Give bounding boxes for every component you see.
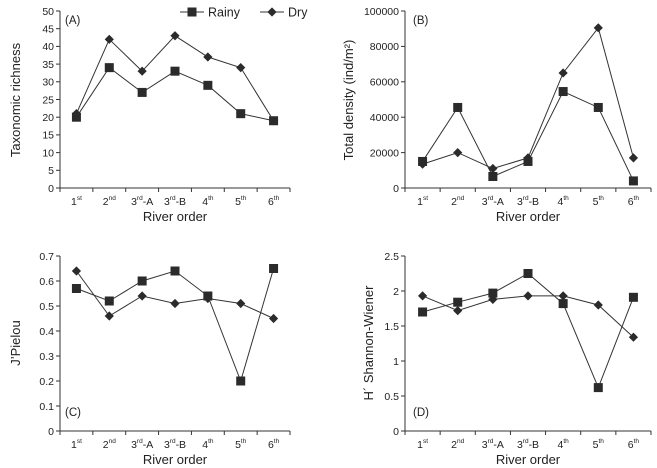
x-tick-label-base: 2 <box>102 196 109 208</box>
y-tick-label: 60000 <box>369 76 399 89</box>
x-tick-label-sup: rd <box>169 438 176 445</box>
chart-panels <box>8 6 651 467</box>
data-point-diamond <box>269 314 278 323</box>
x-tick-label-suffix: -B <box>528 439 540 451</box>
legend-marker-square <box>188 8 197 17</box>
x-tick-label <box>417 438 428 451</box>
x-tick-label-sup: rd <box>136 438 143 445</box>
y-tick-label: 0.1 <box>39 400 54 413</box>
y-tick-label: 10 <box>42 147 54 160</box>
x-tick-label-base: 1 <box>417 196 423 208</box>
y-tick-label: 0.5 <box>39 300 54 313</box>
x-tick-label-sup: nd <box>108 438 116 445</box>
x-tick-label <box>451 195 464 208</box>
x-tick-label <box>558 195 570 208</box>
x-tick-label-sup: th <box>273 195 280 202</box>
x-tick-label <box>103 438 116 451</box>
data-point-square <box>236 109 245 118</box>
series-line-dry <box>76 36 273 121</box>
data-point-square <box>203 81 212 90</box>
x-tick-label-base: 1 <box>70 196 77 208</box>
x-tick-label-sup: th <box>563 438 569 445</box>
x-tick-label <box>71 195 82 208</box>
y-tick-label: 50 <box>42 5 54 18</box>
data-point-diamond <box>72 266 81 275</box>
series-line-dry <box>423 28 634 169</box>
x-axis-label: River order <box>495 209 561 224</box>
x-tick-label <box>202 195 214 208</box>
y-tick-label: 40000 <box>369 112 399 124</box>
data-point-square <box>629 176 638 185</box>
y-tick-label: 15 <box>42 129 54 142</box>
y-tick-label: 20 <box>42 112 54 124</box>
y-tick-label: 45 <box>42 23 54 36</box>
data-point-square <box>105 63 114 72</box>
series-line-rainy <box>423 274 634 388</box>
x-tick-label-base: 3 <box>481 196 488 208</box>
data-point-diamond <box>418 291 427 300</box>
x-tick-label-sup: th <box>273 438 280 445</box>
x-tick-label-base: 2 <box>451 439 458 451</box>
panel-label: (A) <box>65 15 81 27</box>
series-rainy <box>72 63 278 125</box>
y-tick-label: 30 <box>42 76 54 89</box>
x-tick-label-base: 5 <box>235 439 241 451</box>
x-tick-label-base: 4 <box>202 439 209 451</box>
x-tick-label-suffix: -B <box>175 439 187 451</box>
legend <box>180 6 308 20</box>
legend-label: Rainy <box>208 5 240 20</box>
chart-panel-3 <box>8 251 290 467</box>
x-tick-label-base: 4 <box>202 196 209 208</box>
series-line-rainy <box>76 269 273 382</box>
chart-panel-1 <box>8 6 290 224</box>
y-axis-label: J’Pielou <box>8 320 23 366</box>
legend-entry-dry <box>260 6 308 20</box>
data-point-square <box>138 277 147 286</box>
x-tick-label-sup: st <box>76 195 82 202</box>
x-tick-label-suffix: -A <box>493 196 504 208</box>
x-tick-label-base: 5 <box>235 196 241 208</box>
chart-panel-2 <box>341 6 651 224</box>
x-tick-label <box>517 195 539 208</box>
x-tick-label-sup: th <box>208 438 214 445</box>
panel-label: (D) <box>413 407 429 419</box>
x-tick-label <box>71 438 82 451</box>
y-tick-label: 0.5 <box>384 390 399 403</box>
x-tick-label-sup: th <box>598 195 604 202</box>
x-tick-label-base: 5 <box>592 439 599 451</box>
x-tick-label <box>593 438 605 451</box>
y-tick-label: 35 <box>42 58 54 71</box>
data-point-square <box>105 297 114 306</box>
x-tick-label-base: 2 <box>451 196 458 208</box>
data-point-diamond <box>170 299 179 308</box>
data-point-diamond <box>236 63 245 72</box>
y-tick-label: 1.5 <box>384 320 399 333</box>
data-point-diamond <box>559 68 568 77</box>
x-tick-label-suffix: -A <box>142 439 154 451</box>
x-tick-label-sup: nd <box>457 195 465 202</box>
x-tick-label <box>131 195 153 208</box>
data-point-square <box>269 264 278 273</box>
x-tick-label-base: 1 <box>70 439 77 451</box>
data-point-diamond <box>453 148 462 157</box>
x-tick-label-base: 3 <box>131 439 137 451</box>
x-tick-label <box>558 438 570 451</box>
x-tick-label-base: 6 <box>267 439 274 451</box>
x-tick-label-base: 2 <box>102 439 109 451</box>
y-tick-label: 20000 <box>369 147 399 160</box>
series-rainy <box>418 269 638 392</box>
x-tick-label-sup: th <box>240 438 247 445</box>
x-tick-label-base: 3 <box>516 439 523 451</box>
x-tick-label-suffix: -B <box>528 196 540 208</box>
y-axis-label: H´ Shannon-Wiener <box>361 285 376 401</box>
x-tick-label-sup: rd <box>522 438 529 445</box>
x-tick-label <box>628 438 640 451</box>
data-point-diamond <box>594 23 603 32</box>
y-tick-label: 2.5 <box>384 250 399 263</box>
data-point-square <box>453 298 462 307</box>
x-tick-label-base: 3 <box>516 196 523 208</box>
x-tick-label-sup: nd <box>108 195 116 202</box>
panel-label: (C) <box>65 407 81 419</box>
x-tick-label <box>628 195 640 208</box>
data-point-square <box>418 308 427 317</box>
y-tick-label: 40 <box>42 41 54 54</box>
y-tick-label: 0 <box>393 425 399 438</box>
data-point-diamond <box>523 291 532 300</box>
y-tick-label: 25 <box>42 94 54 107</box>
x-tick-label-base: 4 <box>557 439 564 451</box>
x-tick-label-sup: th <box>240 195 247 202</box>
data-point-diamond <box>236 299 245 308</box>
y-tick-label: 0 <box>48 425 54 438</box>
x-tick-label <box>451 438 464 451</box>
x-tick-label <box>268 195 280 208</box>
series-dry <box>418 23 638 173</box>
data-point-diamond <box>453 306 462 315</box>
x-tick-label-sup: nd <box>457 438 465 445</box>
x-tick-label-base: 5 <box>592 196 599 208</box>
x-tick-label-sup: st <box>422 438 429 445</box>
y-axis-label: Total density (ind/m²) <box>341 39 356 161</box>
chart-panel-4 <box>361 251 651 467</box>
x-tick-label <box>235 438 247 451</box>
x-tick-label-sup: th <box>563 195 569 202</box>
x-tick-label <box>482 195 504 208</box>
legend-label: Dry <box>288 5 308 20</box>
data-point-square <box>171 267 180 276</box>
x-tick-label-sup: rd <box>487 195 494 202</box>
y-tick-label: 0 <box>48 182 54 195</box>
x-tick-label-base: 3 <box>131 196 137 208</box>
data-point-square <box>524 269 533 278</box>
x-tick-label-sup: th <box>208 195 214 202</box>
panel-label: (B) <box>413 15 429 27</box>
x-tick-label <box>164 195 186 208</box>
x-tick-label-base: 3 <box>163 196 170 208</box>
x-tick-label-suffix: -B <box>175 196 187 208</box>
data-point-square <box>594 103 603 112</box>
x-tick-label <box>131 438 153 451</box>
x-tick-label <box>202 438 214 451</box>
y-tick-label: 100000 <box>363 5 399 18</box>
x-tick-label-sup: th <box>633 438 640 445</box>
series-line-dry <box>76 271 273 319</box>
x-tick-label-base: 6 <box>627 439 634 451</box>
y-tick-label: 0.2 <box>39 375 54 388</box>
x-tick-label-suffix: -A <box>142 196 154 208</box>
x-tick-label-sup: st <box>76 438 82 445</box>
data-point-square <box>171 67 180 76</box>
x-tick-label <box>268 438 280 451</box>
data-point-diamond <box>488 164 497 173</box>
x-tick-label-sup: rd <box>169 195 176 202</box>
y-tick-label: 0.4 <box>39 325 54 338</box>
x-tick-label <box>593 195 605 208</box>
data-point-square <box>594 383 603 392</box>
y-tick-label: 5 <box>48 165 54 178</box>
x-axis-label: River order <box>142 209 208 224</box>
x-tick-label-suffix: -A <box>493 439 504 451</box>
x-axis-label: River order <box>142 452 208 467</box>
x-tick-label-base: 3 <box>481 439 488 451</box>
y-tick-label: 1 <box>393 355 399 368</box>
y-tick-label: 0.3 <box>39 350 54 363</box>
x-tick-label-base: 6 <box>627 196 634 208</box>
y-tick-label: 80000 <box>369 41 399 54</box>
series-dry <box>418 291 638 342</box>
y-tick-label: 0 <box>393 182 399 195</box>
legend-marker-diamond <box>267 7 276 16</box>
x-tick-label-base: 6 <box>267 196 274 208</box>
x-tick-label <box>417 195 428 208</box>
x-tick-label-sup: th <box>633 195 640 202</box>
series-rainy <box>418 87 638 185</box>
data-point-square <box>138 88 147 97</box>
legend-entry-rainy <box>180 6 241 20</box>
data-point-diamond <box>138 291 147 300</box>
data-point-square <box>488 172 497 181</box>
x-tick-label-sup: rd <box>522 195 529 202</box>
data-point-square <box>559 87 568 96</box>
data-point-diamond <box>105 311 114 320</box>
series-rainy <box>72 264 278 386</box>
x-tick-label-sup: st <box>422 195 429 202</box>
x-tick-label-base: 3 <box>163 439 170 451</box>
x-tick-label-sup: rd <box>487 438 494 445</box>
data-point-square <box>236 377 245 386</box>
data-point-square <box>629 293 638 302</box>
y-tick-label: 0.6 <box>39 275 54 288</box>
x-tick-label-sup: rd <box>136 195 143 202</box>
data-point-diamond <box>203 52 212 61</box>
data-point-diamond <box>629 153 638 162</box>
x-tick-label <box>235 195 247 208</box>
x-tick-label-base: 4 <box>557 196 564 208</box>
x-tick-label-base: 1 <box>417 439 423 451</box>
x-axis-label: River order <box>495 452 561 467</box>
y-axis-label: Taxonomic richness <box>8 42 23 158</box>
y-tick-label: 0.7 <box>39 250 54 263</box>
x-tick-label <box>164 438 186 451</box>
x-tick-label <box>103 195 116 208</box>
y-tick-label: 2 <box>393 285 399 298</box>
data-point-square <box>453 103 462 112</box>
x-tick-label <box>517 438 539 451</box>
data-point-square <box>72 284 81 293</box>
x-tick-label <box>482 438 504 451</box>
x-tick-label-sup: th <box>598 438 604 445</box>
